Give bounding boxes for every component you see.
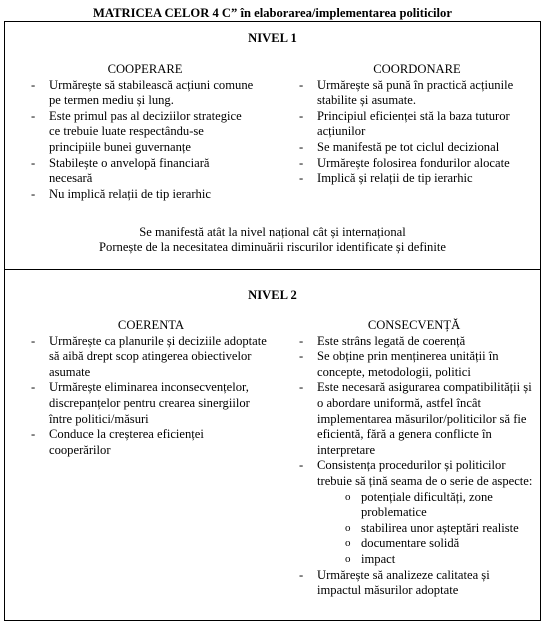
list-item-text: Consistența procedurilor și politicilor trebuie să țină seama de o serie de aspecte: [317, 458, 533, 488]
list-item: - Este necesară asigurarea compatibilității și o abordare uniformă, astfel încât implementarea măsurilor/politicilor să fie eficientă, fără a genera conflicte în interpretare [273, 380, 535, 458]
list-item: - Urmărește să pună în practică acțiunile stabilite și asumate. [273, 78, 541, 109]
coordonare-list [273, 78, 541, 187]
list-item: - Urmărește ca planurile și deciziile adoptate să aibă drept scop atingerea obiectivelor asumate [5, 334, 267, 381]
list-item: - Urmărește eliminarea inconsecvențelor, discrepanțelor pentru crearea sinergiilor între politici/măsuri [5, 380, 267, 427]
list-item [273, 458, 535, 567]
aspects-sublist [317, 490, 535, 568]
list-item: - Se manifestă pe tot ciclul decizional [273, 140, 541, 156]
sublist-item: o potențiale dificultăți, zone problematice [317, 490, 535, 521]
shared-text-line-1: Se manifestă atât la nivel național cât și internațional [139, 225, 406, 239]
list-item: - Este primul pas al deciziilor strategice ce trebuie luate respectându-se principiile bunei guvernanțe [5, 109, 255, 156]
page-title: MATRICEA CELOR 4 C” în elaborarea/implementarea politicilor [93, 6, 452, 20]
level-1-label: NIVEL 1 [248, 31, 297, 45]
coerenta-heading: COERENTA [117, 318, 185, 332]
list-item: - Este strâns legată de coerență [273, 334, 535, 350]
consecventa-list [273, 334, 535, 599]
sublist-item: o documentare solidă [317, 536, 535, 552]
cooperare-list [5, 78, 255, 203]
list-item: - Urmărește să analizeze calitatea și impactul măsurilor adoptate [273, 568, 535, 599]
sublist-item: o impact [317, 552, 535, 568]
list-item: - Principiul eficienței stă la baza tuturor acțiunilor [273, 109, 541, 140]
list-item: - Conduce la creșterea eficienței cooperărilor [5, 427, 267, 458]
consecventa-heading: CONSECVENȚĂ [367, 318, 461, 332]
sublist-item: o stabilirea unor așteptări realiste [317, 521, 535, 537]
shared-text-line-2: Pornește de la necesitatea diminuării riscurilor identificate și definite [99, 240, 446, 254]
list-item: - Se obține prin menținerea unității în concepte, metodologii, politici [273, 349, 535, 380]
list-item: - Urmărește folosirea fondurilor alocate [273, 156, 541, 172]
level-1-section [4, 21, 541, 270]
coerenta-list [5, 334, 267, 459]
list-item: - Implică și relații de tip ierarhic [273, 171, 541, 187]
level-2-label: NIVEL 2 [248, 288, 297, 302]
coordonare-column [273, 62, 541, 187]
list-item: - Urmărește să stabilească acțiuni comune pe termen mediu și lung. [5, 78, 255, 109]
consecventa-column [273, 318, 535, 599]
coordonare-heading: COORDONARE [373, 62, 461, 76]
cooperare-column [5, 62, 255, 202]
coerenta-column [5, 318, 267, 458]
level-2-section [4, 269, 541, 621]
list-item: - Stabilește o anvelopă financiară necesară [5, 156, 255, 187]
list-item: - Nu implică relații de tip ierarhic [5, 187, 255, 203]
cooperare-heading: COOPERARE [107, 62, 183, 76]
